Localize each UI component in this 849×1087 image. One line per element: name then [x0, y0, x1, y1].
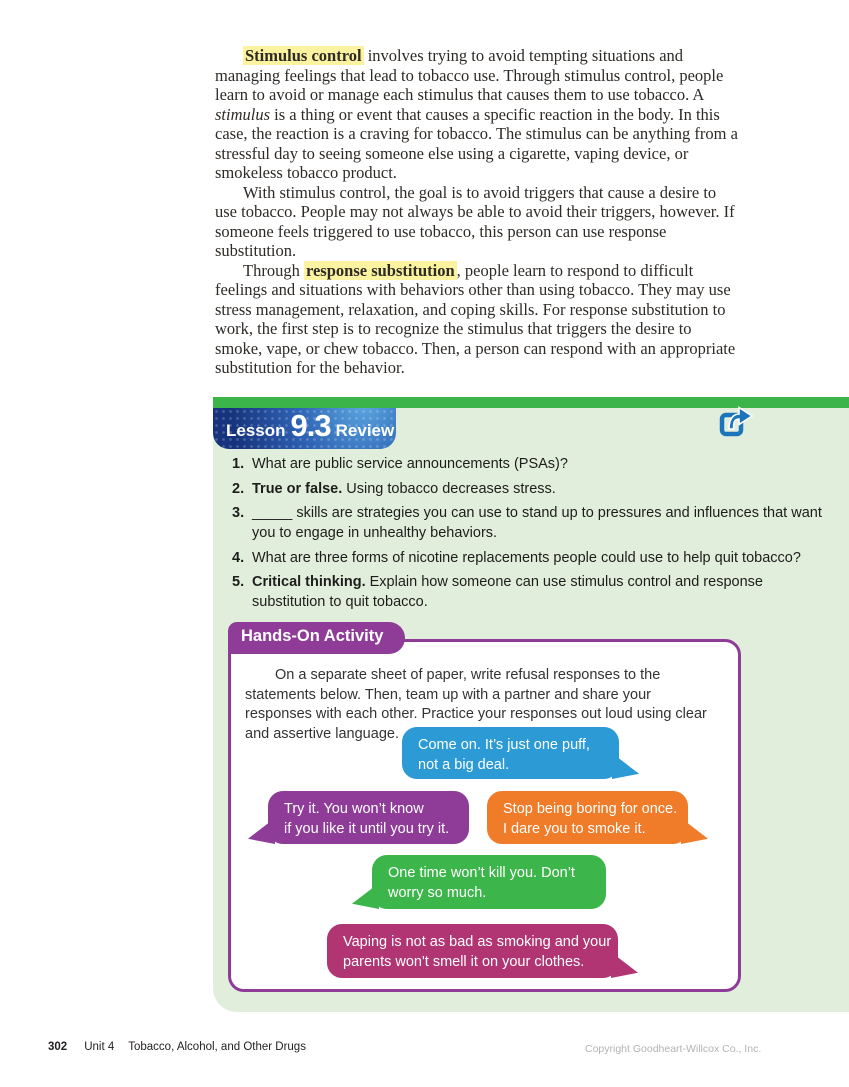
speech-bubble-orange [487, 791, 688, 844]
hands-on-activity-title: Hands-On Activity [228, 622, 405, 654]
review-questions-list [232, 454, 828, 617]
bubble-text: worry so much. [388, 885, 487, 901]
question-number: 5. [232, 574, 245, 590]
bubble-text: not a big deal. [418, 757, 510, 773]
hands-on-activity-box [228, 627, 741, 992]
question-number: 1. [232, 456, 245, 472]
lesson-review-badge [213, 408, 396, 449]
speech-bubble-blue [402, 727, 619, 779]
bubble-tail-icon [352, 883, 379, 909]
bubble-text: One time won’t kill you. Don’t [388, 865, 575, 881]
lesson-body-text [215, 46, 739, 378]
review-question-4 [232, 548, 828, 568]
bubble-tail-icon [612, 753, 639, 779]
question-lead: True or false. [252, 480, 343, 497]
question-number: 3. [232, 505, 245, 521]
speech-bubble-green [372, 855, 606, 909]
bubble-text: Come on. It’s just one puff, [418, 737, 590, 753]
bubble-tail-icon [248, 818, 275, 844]
paragraph-triggers: With stimulus control, the goal is to avoid triggers that cause a desire to use tobacco. People may not always be able to avoid their triggers, however. If someone feels triggered to use tobacco, this person can use response substitution. [215, 182, 735, 260]
bubble-text: Try it. You won’t know [284, 801, 424, 817]
question-text [252, 572, 828, 612]
question-number: 4. [232, 549, 245, 566]
page-number: 302 [48, 1041, 68, 1053]
review-question-1 [232, 454, 828, 474]
review-question-5 [232, 572, 828, 612]
key-term-response-substitution: response substitution [305, 260, 455, 280]
question-body: What are three forms of nicotine replacements people could use to help quit tobacco? [252, 549, 801, 566]
paragraph-text: is a thing or event that causes a specific reaction in the body. In this case, the reaction is a craving for tobacco. The stimulus can be anything from a stressful day to seeing someone else using a cigarette, vaping device, or smokeless tobacco product. [215, 104, 738, 182]
bubble-text: I dare you to smoke it. [503, 821, 646, 837]
share-arrow-icon[interactable] [718, 405, 754, 439]
lesson-review-section [213, 397, 849, 1012]
bubble-tail-icon [611, 952, 638, 978]
speech-bubble-magenta [327, 924, 618, 978]
footer-left [48, 1041, 306, 1053]
question-text [252, 548, 801, 568]
question-body: Explain how someone can use stimulus control and response substitution to quit tobacco. [252, 574, 763, 610]
unit-label: Unit 4 [84, 1041, 115, 1053]
question-lead: Critical thinking. [252, 574, 366, 590]
bubble-text: Vaping is not as bad as smoking and your [343, 934, 612, 950]
paragraph-text: Through [243, 260, 304, 280]
question-text [252, 503, 828, 543]
bubble-text: parents won't smell it on your clothes. [343, 954, 585, 970]
badge-lesson-label: Lesson [226, 421, 286, 440]
paragraph-response-substitution [215, 261, 739, 378]
question-body: What are public service announcements (PSAs)? [252, 456, 568, 472]
paragraph-stimulus-control [215, 46, 739, 183]
bubble-tail-icon [681, 818, 708, 844]
paragraph-text: involves trying to avoid tempting situations and managing feelings that lead to tobacco use. Through stimulus control, people learn to avoid or manage each stimulus that causes them to use tobacco. A [215, 46, 724, 104]
question-body: _____ skills are strategies you can use to stand up to pressures and influences that want you to engage in unhealthy behaviors. [252, 505, 822, 541]
copyright-notice: Copyright Goodheart-Willcox Co., Inc. [585, 1043, 762, 1055]
key-term-stimulus-control: Stimulus control [245, 46, 362, 65]
badge-lesson-number: 9.3 [290, 408, 331, 443]
unit-title: Tobacco, Alcohol, and Other Drugs [128, 1041, 306, 1053]
italic-term-stimulus: stimulus [215, 104, 271, 124]
question-number: 2. [232, 480, 245, 497]
activity-instructions: On a separate sheet of paper, write refusal responses to the statements below. Then, team up with a partner and share your responses with each other. Practice your responses out loud using clear and assertive language. [245, 667, 707, 742]
review-question-3 [232, 503, 828, 543]
speech-bubble-purple [268, 791, 469, 844]
bubble-text: Stop being boring for once. [503, 801, 678, 817]
review-question-2 [232, 479, 828, 499]
question-text [252, 454, 568, 474]
question-body: Using tobacco decreases stress. [342, 480, 556, 497]
bubble-text: if you like it until you try it. [284, 821, 450, 837]
paragraph-text: , people learn to respond to difficult feelings and situations with behaviors other than using tobacco. They may use stress management, relaxation, and coping skills. For response substitution to work, the first step is to recognize the stimulus that triggers the desire to smoke, vape, or chew tobacco. Then, a person can respond with an appropriate substitution for the behavior. [215, 260, 736, 377]
question-text [252, 479, 556, 499]
badge-review-label: Review [335, 421, 395, 440]
